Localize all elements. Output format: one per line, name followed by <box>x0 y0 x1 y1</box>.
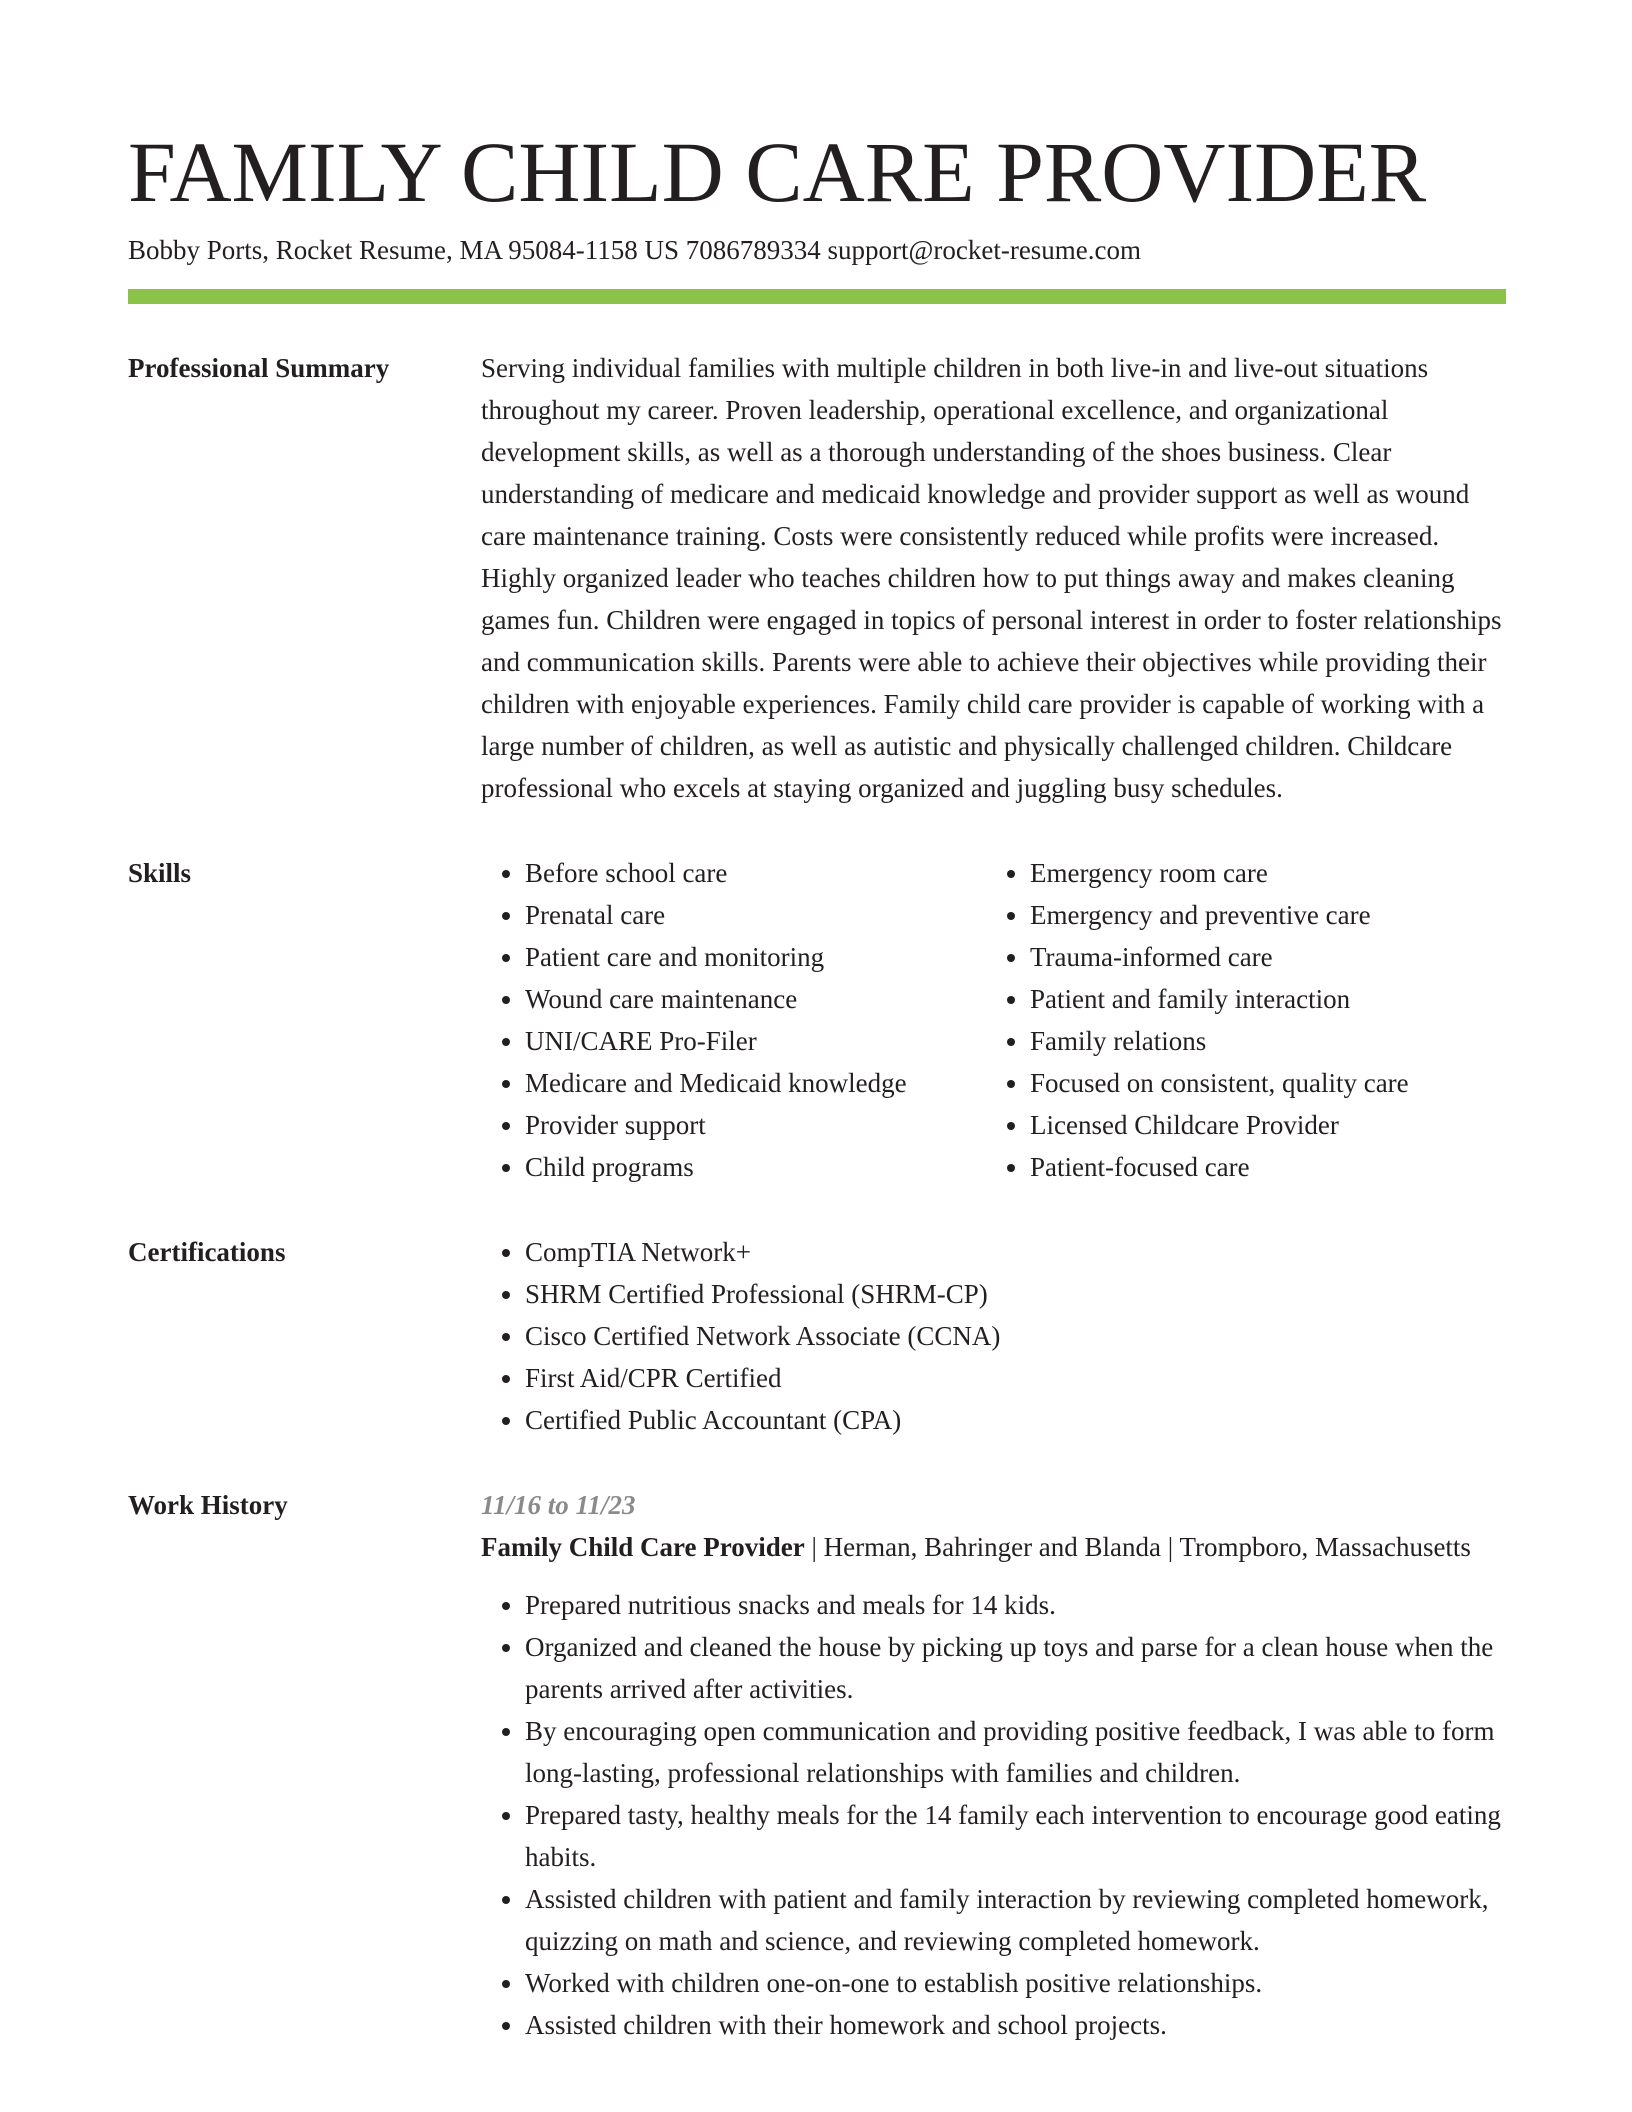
summary-text: Serving individual families with multiple children in both live-in and live-out situations throughout my career. Proven leadership, operational excellence, and organizational development skills, as well as a thorough understanding of the shoes business. Clear understanding of medicare and medicaid knowledge and provider support as well as wound care maintenance training. Costs were consistently reduced while profits were increased. Highly organized leader who teaches children how to put things away and makes cleaning games fun. Children were engaged in topics of personal interest in order to foster relationships and communication skills. Parents were able to achieve their objectives while providing their children with enjoyable experiences. Family child care provider is capable of working with a large number of children, as well as autistic and physically challenged children. Childcare professional who excels at staying organized and juggling busy schedules. <box>481 353 1502 803</box>
certification-item: • First Aid/CPR Certified <box>525 1357 1506 1399</box>
resume-title: FAMILY CHILD CARE PROVIDER <box>128 124 1427 220</box>
certifications-list <box>481 1231 1506 1441</box>
section-skills <box>128 859 1506 1188</box>
skill-item: • Family relations <box>1030 1020 1409 1062</box>
skill-item: • Wound care maintenance <box>525 978 986 1020</box>
skill-item: • UNI/CARE Pro-Filer <box>525 1020 986 1062</box>
section-label-work-history: Work History <box>128 1490 288 1520</box>
section-professional-summary <box>128 354 1506 809</box>
skill-item: • Medicare and Medicaid knowledge <box>525 1062 986 1104</box>
header-divider <box>128 289 1506 304</box>
job-employer-location: | Herman, Bahringer and Blanda | Trompboro, Massachusetts <box>804 1532 1471 1562</box>
skills-grid <box>481 852 1506 1188</box>
skills-list-left <box>481 852 986 1188</box>
certification-item: • SHRM Certified Professional (SHRM-CP) <box>525 1273 1506 1315</box>
skill-item: • Before school care <box>525 852 986 894</box>
job-entry <box>481 1484 1506 2046</box>
skill-item: • Patient care and monitoring <box>525 936 986 978</box>
section-certifications <box>128 1238 1506 1441</box>
job-bullet: • Prepared tasty, healthy meals for the 14 family each intervention to encourage good eating habits. <box>525 1794 1506 1878</box>
job-bullet: • Worked with children one-on-one to establish positive relationships. <box>525 1962 1506 2004</box>
section-label-summary: Professional Summary <box>128 353 390 383</box>
skill-item: • Patient and family interaction <box>1030 978 1409 1020</box>
section-label-skills: Skills <box>128 858 192 888</box>
job-bullet: • Prepared nutritious snacks and meals for 14 kids. <box>525 1584 1506 1626</box>
skill-item: • Trauma-informed care <box>1030 936 1409 978</box>
skill-item: • Emergency room care <box>1030 852 1409 894</box>
skill-item: • Patient-focused care <box>1030 1146 1409 1188</box>
job-title: Family Child Care Provider <box>481 1532 805 1562</box>
skill-item: • Emergency and preventive care <box>1030 894 1409 936</box>
section-work-history <box>128 1491 1506 2046</box>
job-bullet: • By encouraging open communication and providing positive feedback, I was able to form long-lasting, professional relationships with families and children. <box>525 1710 1506 1794</box>
job-bullet: • Assisted children with their homework and school projects. <box>525 2004 1506 2046</box>
certification-item: • Cisco Certified Network Associate (CCNA) <box>525 1315 1506 1357</box>
certification-item: • Certified Public Accountant (CPA) <box>525 1399 1506 1441</box>
skill-item: • Prenatal care <box>525 894 986 936</box>
job-bullet: • Assisted children with patient and family interaction by reviewing completed homework, quizzing on math and science, and reviewing completed homework. <box>525 1878 1506 1962</box>
job-bullets <box>481 1584 1506 2046</box>
resume-page <box>128 124 1506 2046</box>
skill-item: • Child programs <box>525 1146 986 1188</box>
certification-item: • CompTIA Network+ <box>525 1231 1506 1273</box>
skills-list-right <box>986 852 1409 1188</box>
skill-item: • Focused on consistent, quality care <box>1030 1062 1409 1104</box>
job-dates: 11/16 to 11/23 <box>481 1490 636 1520</box>
section-label-certifications: Certifications <box>128 1237 286 1267</box>
job-heading <box>481 1526 1506 1568</box>
contact-line: Bobby Ports, Rocket Resume, MA 95084-1158 US 7086789334 support@rocket-resume.com <box>128 235 1142 265</box>
skill-item: • Provider support <box>525 1104 986 1146</box>
job-bullet: • Organized and cleaned the house by picking up toys and parse for a clean house when the parents arrived after activities. <box>525 1626 1506 1710</box>
skill-item: • Licensed Childcare Provider <box>1030 1104 1409 1146</box>
